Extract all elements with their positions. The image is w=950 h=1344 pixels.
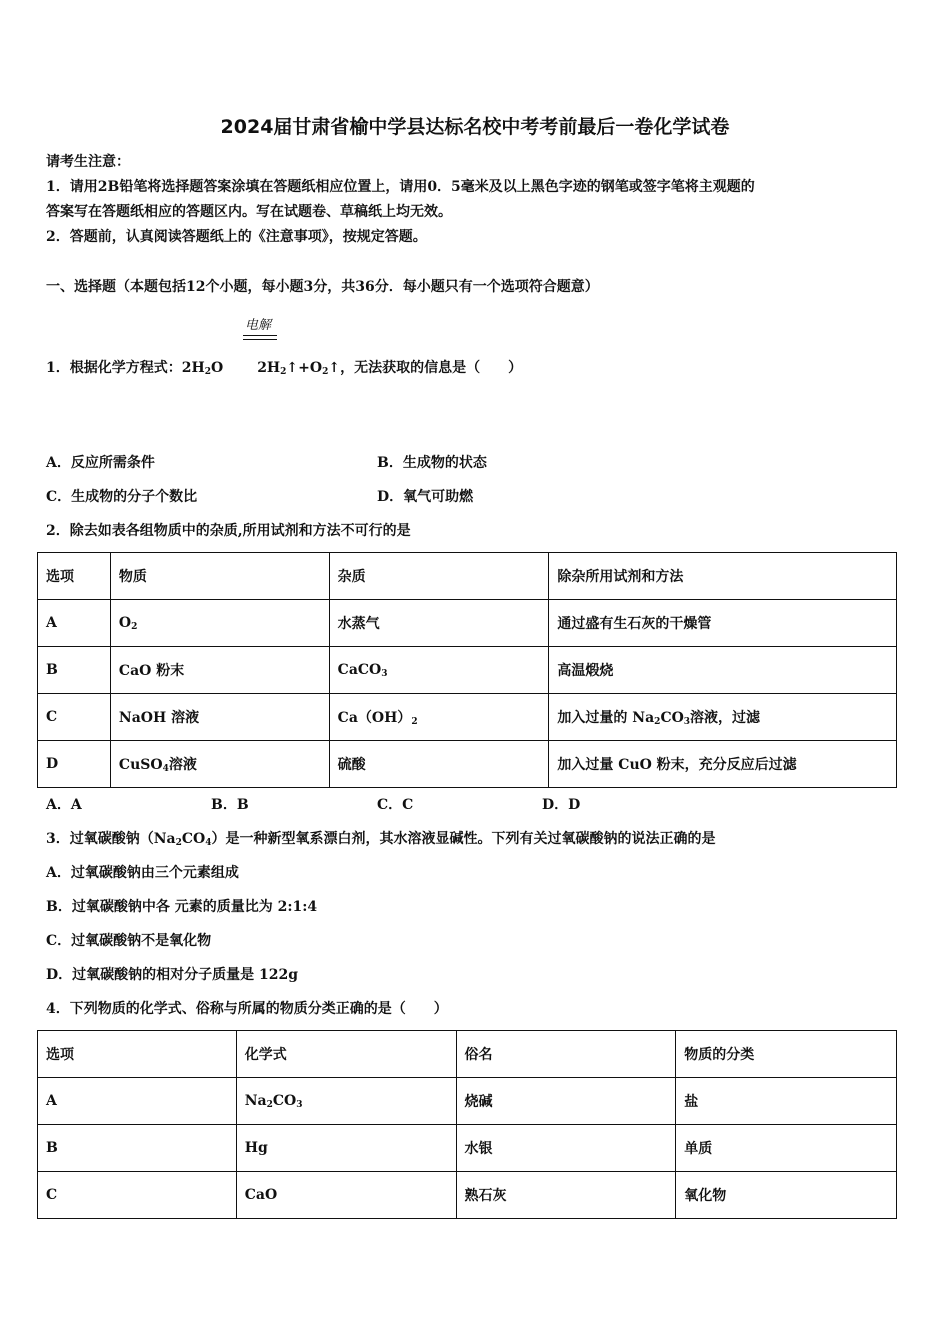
q1-stem <box>46 359 522 381</box>
cell-impurity: 硫酸 <box>329 741 549 788</box>
header-cell: 选项 <box>38 553 111 600</box>
q2-answer-c: C．C <box>377 797 414 813</box>
table-row <box>38 600 897 647</box>
q2-stem: 2．除去如表各组物质中的杂质,所用试剂和方法不可行的是 <box>46 523 411 539</box>
equation-bar-bottom <box>243 339 277 340</box>
formula-text-1: Na <box>244 1092 267 1109</box>
cell-option: B <box>38 647 111 694</box>
method-sub-1: 2 <box>654 717 661 727</box>
q3-stem-c: ）是一种新型氧系漂白剂，其水溶液显碱性。下列有关过氧碳酸钠的说法正确的是 <box>211 831 716 847</box>
header-cell: 物质 <box>110 553 329 600</box>
q3-stem-b: CO <box>181 831 206 847</box>
cell-impurity <box>329 647 549 694</box>
table-row <box>38 647 897 694</box>
section-heading: 一、选择题（本题包括12个小题，每小题3分，共36分．每小题只有一个选项符合题意） <box>46 279 599 295</box>
substance-text: O <box>118 614 132 631</box>
q2-answer-b: B．B <box>211 797 249 813</box>
q1-option-d: D．氧气可助燃 <box>377 489 474 505</box>
reaction-condition: 电解 <box>245 318 272 333</box>
q1-option-b: B．生成物的状态 <box>377 455 487 471</box>
page-title: 2024届甘肃省榆中学县达标名校中考考前最后一卷化学试卷 <box>220 116 730 138</box>
formula-sub-2: 3 <box>296 1099 303 1110</box>
table-row <box>38 741 897 788</box>
substance-sub: 2 <box>131 621 138 632</box>
substance-text-2: 溶液 <box>168 757 197 773</box>
header-cell: 杂质 <box>329 553 549 600</box>
header-cell: 除杂所用试剂和方法 <box>549 553 897 600</box>
q3-stem-a: 3．过氧碳酸钠（Na <box>46 831 176 847</box>
header-cell: 俗名 <box>456 1031 676 1078</box>
cell-method: 高温煅烧 <box>549 647 897 694</box>
cell-option: A <box>38 600 111 647</box>
notice-line-1a: 1．请用2B铅笔将选择题答案涂填在答题纸相应位置上，请用0．5毫米及以上黑色字迹的钢笔或签字笔将主观题的 <box>46 179 755 195</box>
notice-heading: 请考生注意： <box>46 154 130 170</box>
q4-table <box>37 1030 897 1219</box>
q4-stem: 4．下列物质的化学式、俗称与所属的物质分类正确的是（ ） <box>46 1001 448 1017</box>
q3-option-b: B．过氧碳酸钠中各 元素的质量比为 2:1:4 <box>46 899 318 915</box>
cell-common-name: 烧碱 <box>456 1078 676 1125</box>
q1-option-a: A．反应所需条件 <box>46 455 155 471</box>
cell-impurity <box>329 694 549 741</box>
q1-sub-c: 2 <box>322 367 329 377</box>
impurity-text: Ca（OH） <box>337 710 412 726</box>
formula-text-2: CO <box>272 1092 297 1109</box>
cell-common-name: 水银 <box>456 1125 676 1172</box>
cell-impurity: 水蒸气 <box>329 600 549 647</box>
impurity-text: CaCO <box>337 661 382 678</box>
q1-text-suffix: ↑，无法获取的信息是（ ） <box>328 360 523 376</box>
formula-sub-1: 2 <box>266 1099 273 1110</box>
impurity-sub: 2 <box>411 717 418 727</box>
method-text-2: CO <box>660 710 684 726</box>
cell-method: 加入过量 CuO 粉末，充分反应后过滤 <box>549 741 897 788</box>
cell-method <box>549 694 897 741</box>
equation-bar-top <box>243 335 277 336</box>
cell-substance: NaOH 溶液 <box>110 694 329 741</box>
cell-formula: CaO <box>236 1172 456 1219</box>
notice-line-2: 2．答题前，认真阅读答题纸上的《注意事项》，按规定答题。 <box>46 229 427 245</box>
q3-stem <box>46 830 715 852</box>
method-sub-2: 3 <box>683 717 691 727</box>
cell-option: D <box>38 741 111 788</box>
table-row <box>38 694 897 741</box>
cell-classification: 单质 <box>676 1125 897 1172</box>
impurity-sub: 3 <box>381 668 388 679</box>
cell-substance: CaO 粉末 <box>110 647 329 694</box>
substance-text: CuSO <box>118 757 163 773</box>
cell-option: C <box>38 1172 237 1219</box>
q1-sub-b: 2 <box>280 367 287 377</box>
q2-answer-a: A．A <box>46 797 82 813</box>
q3-sub-1: 2 <box>175 838 182 848</box>
cell-classification: 盐 <box>676 1078 897 1125</box>
q3-sub-2: 4 <box>205 838 212 848</box>
table-row <box>38 1125 897 1172</box>
table-header-row <box>38 553 897 600</box>
substance-sub: 4 <box>162 764 169 774</box>
q2-table <box>37 552 897 788</box>
cell-method: 通过盛有生石灰的干燥管 <box>549 600 897 647</box>
cell-formula: Hg <box>236 1125 456 1172</box>
q1-text-mid-a: O <box>210 360 224 376</box>
table-row <box>38 1172 897 1219</box>
q3-option-c: C．过氧碳酸钠不是氧化物 <box>46 933 212 949</box>
cell-substance <box>110 741 329 788</box>
q1-text-prefix: 1．根据化学方程式：2H <box>46 360 205 376</box>
header-cell: 选项 <box>38 1031 237 1078</box>
q1-text-mid-c: ↑+O <box>286 360 323 376</box>
q3-option-a: A．过氧碳酸钠由三个元素组成 <box>46 865 239 881</box>
q1-text-mid-b: 2H <box>257 360 281 376</box>
header-cell: 化学式 <box>236 1031 456 1078</box>
q1-sub-a: 2 <box>204 367 211 377</box>
cell-option: A <box>38 1078 237 1125</box>
table-header-row <box>38 1031 897 1078</box>
cell-common-name: 熟石灰 <box>456 1172 676 1219</box>
cell-formula <box>236 1078 456 1125</box>
cell-substance <box>110 600 329 647</box>
q2-answer-d: D．D <box>542 797 581 813</box>
q3-option-d: D．过氧碳酸钠的相对分子质量是 122g <box>46 967 299 983</box>
q1-option-c: C．生成物的分子个数比 <box>46 489 198 505</box>
notice-line-1b: 答案写在答题纸相应的答题区内。写在试题卷、草稿纸上均无效。 <box>46 204 452 220</box>
header-cell: 物质的分类 <box>676 1031 897 1078</box>
method-text-3: 溶液，过滤 <box>690 710 761 726</box>
table-row <box>38 1078 897 1125</box>
cell-classification: 氧化物 <box>676 1172 897 1219</box>
cell-option: C <box>38 694 111 741</box>
method-text: 加入过量的 Na <box>557 710 655 726</box>
cell-option: B <box>38 1125 237 1172</box>
